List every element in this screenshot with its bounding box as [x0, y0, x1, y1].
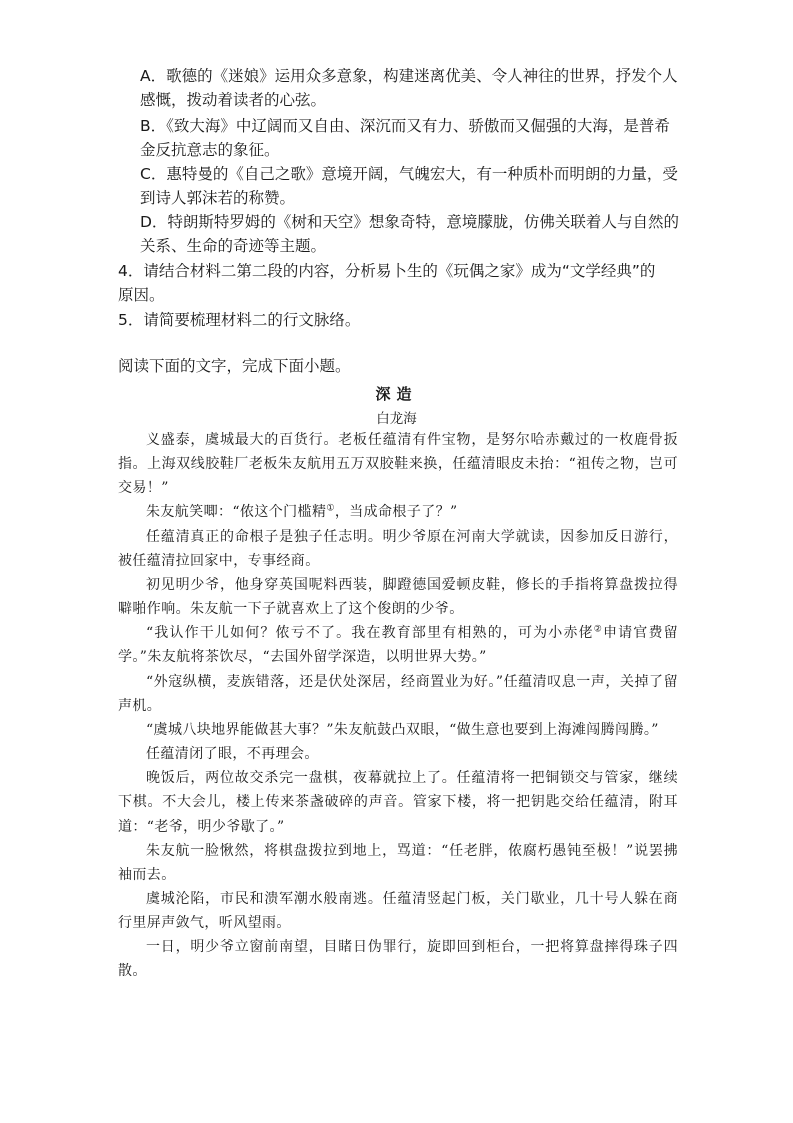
option-c-line1: C．惠特曼的《自己之歌》意境开阔，气魄宏大，有一种质朴而明朗的力量，受 — [140, 165, 678, 183]
story-title: 深造 — [375, 385, 418, 403]
question-5-line1: 5．请简要梳理材料二的行文脉络。 — [118, 311, 361, 329]
question-4-line2: 原因。 — [118, 286, 165, 304]
option-a-line1: A．歌德的《迷娘》运用众多意象，构建迷离优美、令人神往的世界，抒发个人 — [140, 67, 678, 85]
story-paragraph: 朱友航一脸愀然，将棋盘拨拉到地上，骂道：“任老胖，侬腐朽愚钝至极！”说罢拂袖而去。 — [118, 842, 678, 883]
story-paragraph: 任蕴清真正的命根子是独子任志明。明少爷原在河南大学就读，因参加反日游行，被任蕴清拉回家中，专事经商。 — [118, 528, 678, 569]
story-paragraph: 朱友航笑唧：“侬这个门槛精①，当成命根子了？” — [146, 503, 458, 521]
reading-instruction: 阅读下面的文字，完成下面小题。 — [118, 357, 351, 375]
question-5 — [118, 308, 678, 332]
option-b — [140, 114, 680, 162]
option-d-line1: D．特朗斯特罗姆的《树和天空》想象奇特，意境朦胧，仿佛关联着人与自然的 — [140, 213, 679, 231]
story-paragraph: “外寇纵横，麦族错落，还是伏处深居，经商置业为好。”任蕴清叹息一声，关掉了留声机。 — [118, 673, 678, 714]
story-author: 白龙海 — [376, 411, 417, 427]
story-paragraph: 虞城沦陷，市民和溃军潮水般南逃。任蕴清竖起门板，关门歇业，几十号人躲在商行里屏声敛气，听风望雨。 — [118, 890, 678, 932]
option-c-line2: 到诗人郭沫若的称赞。 — [140, 189, 296, 207]
question-4 — [118, 259, 678, 307]
story-paragraph: 一日，明少爷立窗前南望，目睹日伪罪行，旋即回到柜台，一把将算盘摔得珠子四散。 — [118, 939, 678, 980]
story-paragraph: 晚饭后，两位故交杀完一盘棋，夜幕就拉上了。任蕴清将一把铜锁交与管家，继续下棋。不大会儿，楼上传来茶盏破碎的声音。管家下楼，将一把钥匙交给任蕴清，附耳道：“老爷，明少爷歇了。” — [118, 770, 678, 835]
story-paragraph: “我认作干儿如何？侬亏不了。我在教育部里有相熟的，可为小赤佬②申请官费留学。”朱友航将茶饮尽，“去国外留学深造，以明世界大势。” — [118, 624, 679, 666]
option-b-line1: B．《致大海》中辽阔而又自由、深沉而又有力、骄傲而又倔强的大海，是普希 — [140, 117, 670, 135]
option-d — [140, 210, 680, 258]
question-4-line1: 4．请结合材料二第二段的内容，分析易卜生的《玩偶之家》成为“文学经典”的 — [118, 262, 656, 280]
option-c — [140, 162, 680, 210]
story-paragraph: “虞城八块地界能做甚大事？”朱友航鼓凸双眼，“做生意也要到上海滩闯腾闯腾。” — [146, 721, 659, 738]
option-a-line2: 感慨，拨动着读者的心弦。 — [140, 91, 327, 109]
footnote-marker: ② — [593, 624, 603, 635]
option-b-line2: 金反抗意志的象征。 — [140, 141, 280, 159]
story-body — [118, 428, 678, 984]
footnote-marker: ① — [326, 503, 335, 514]
story-paragraph: 任蕴清闭了眼，不再理会。 — [146, 746, 319, 763]
option-d-line2: 关系、生命的奇迹等主题。 — [140, 237, 327, 255]
story-paragraph: 初见明少爷，他身穿英国呢料西装，脚蹬德国爱顿皮鞋，修长的手指将算盘拨拉得噼啪作响。朱友航一下子就喜欢上了这个俊朗的少爷。 — [118, 576, 678, 618]
option-a — [140, 64, 680, 112]
story-paragraph: 义盛泰，虞城最大的百货行。老板任蕴清有件宝物，是努尔哈赤戴过的一枚鹿骨扳指。上海双线胶鞋厂老板朱友航用五万双胶鞋来换，任蕴清眼皮未抬：“祖传之物，岂可交易！” — [118, 432, 678, 497]
